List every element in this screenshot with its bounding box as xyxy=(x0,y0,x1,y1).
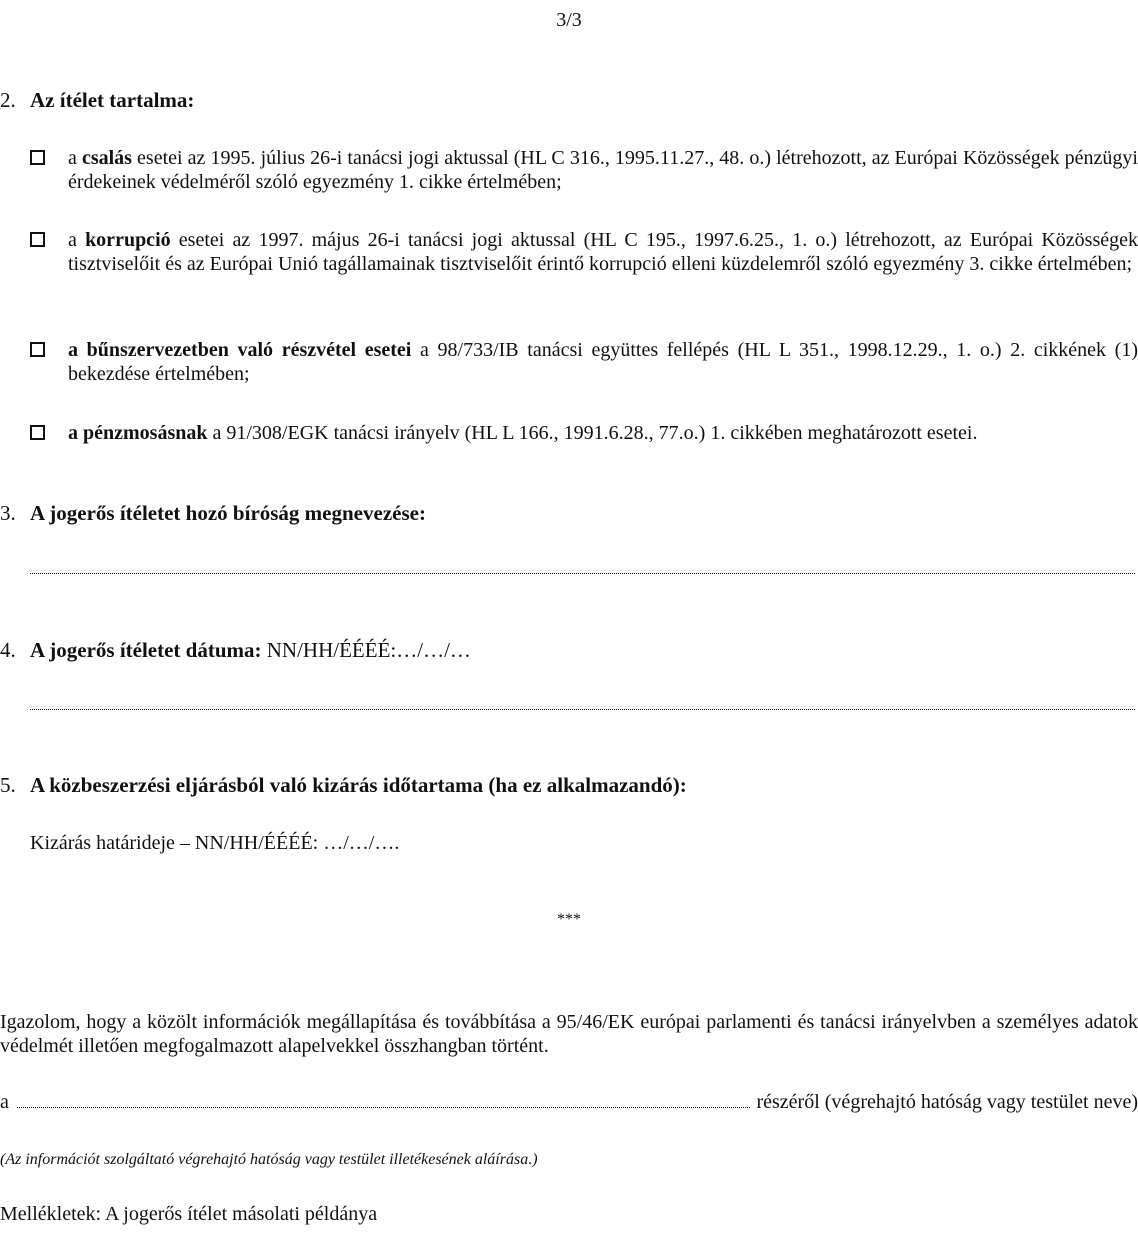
section-5-heading xyxy=(0,773,687,797)
judgment-date-field[interactable] xyxy=(30,709,1135,710)
authority-name-field[interactable] xyxy=(17,1107,751,1108)
signature-line xyxy=(0,1090,1138,1114)
section-title: A jogerős ítéletet hozó bíróság megnevezése: xyxy=(30,501,426,525)
checkbox[interactable] xyxy=(30,232,45,247)
section-3-heading xyxy=(0,501,426,525)
certification-text: Igazolom, hogy a közölt információk megállapítása és továbbítása a 95/46/EK európai parlamenti és tanácsi irányelvben a személyes adatok védelmét illetően megfogalmazott alapelvekkel összhangban történt. xyxy=(0,1011,1138,1057)
checkbox[interactable] xyxy=(30,425,45,440)
checkbox[interactable] xyxy=(30,342,45,357)
page-number: 3/3 xyxy=(556,9,582,31)
attachments-text: Mellékletek: A jogerős ítélet másolati példánya xyxy=(0,1203,378,1225)
section-title: Az ítélet tartalma: xyxy=(30,88,195,112)
section-title: A jogerős ítéletet dátuma: xyxy=(30,638,262,662)
section-title: A közbeszerzési eljárásból való kizárás időtartama (ha ez alkalmazandó): xyxy=(30,773,687,797)
section-2-heading xyxy=(0,88,194,112)
checkbox-label: a pénzmosásnak a 91/308/EGK tanácsi irányelv (HL L 166., 1991.6.28., 77.o.) 1. cikkében meghatározott esetei. xyxy=(68,422,978,444)
section-number: 5. xyxy=(0,773,16,797)
section-4-heading xyxy=(0,638,471,662)
section-number: 4. xyxy=(0,638,16,662)
checkbox-label: a bűnszervezetben való részvétel esetei a 98/733/IB tanácsi együttes fellépés (HL L 351., 1998.12.29., 1. o.) 2. cikkének (1) bekezdése értelmében; xyxy=(68,339,1138,385)
date-format: NN/HH/ÉÉÉÉ:…/…/… xyxy=(261,638,471,662)
checkbox-label: a korrupció esetei az 1997. május 26-i tanácsi jogi aktussal (HL C 195., 1997.6.25., 1. o.) létrehozott, az Európai Közösségek tisztviselőit és az Európai Unió tagállamainak tisztviselőit érintő korrupció elleni küzdelemről szóló egyezmény 3. cikke értelmében; xyxy=(68,229,1138,275)
checkbox[interactable] xyxy=(30,150,45,165)
court-name-field[interactable] xyxy=(30,573,1135,574)
exclusion-deadline: Kizárás határideje – NN/HH/ÉÉÉÉ: …/…/…. xyxy=(30,832,400,854)
section-number: 2. xyxy=(0,88,16,112)
signature-note: (Az információt szolgáltató végrehajtó hatóság vagy testület illetékesének aláírása.) xyxy=(0,1151,538,1168)
separator-stars: *** xyxy=(557,911,581,928)
sign-suffix: részéről (végrehajtó hatóság vagy testület neve) xyxy=(756,1091,1138,1113)
checkbox-label: a csalás esetei az 1995. július 26-i tanácsi jogi aktussal (HL C 316., 1995.11.27., 48. o.) létrehozott, az Európai Közösségek pénzügyi érdekeinek védelméről szóló egyezmény 1. cikke értelmében; xyxy=(68,147,1138,193)
sign-prefix: a xyxy=(0,1091,9,1113)
section-number: 3. xyxy=(0,501,16,525)
